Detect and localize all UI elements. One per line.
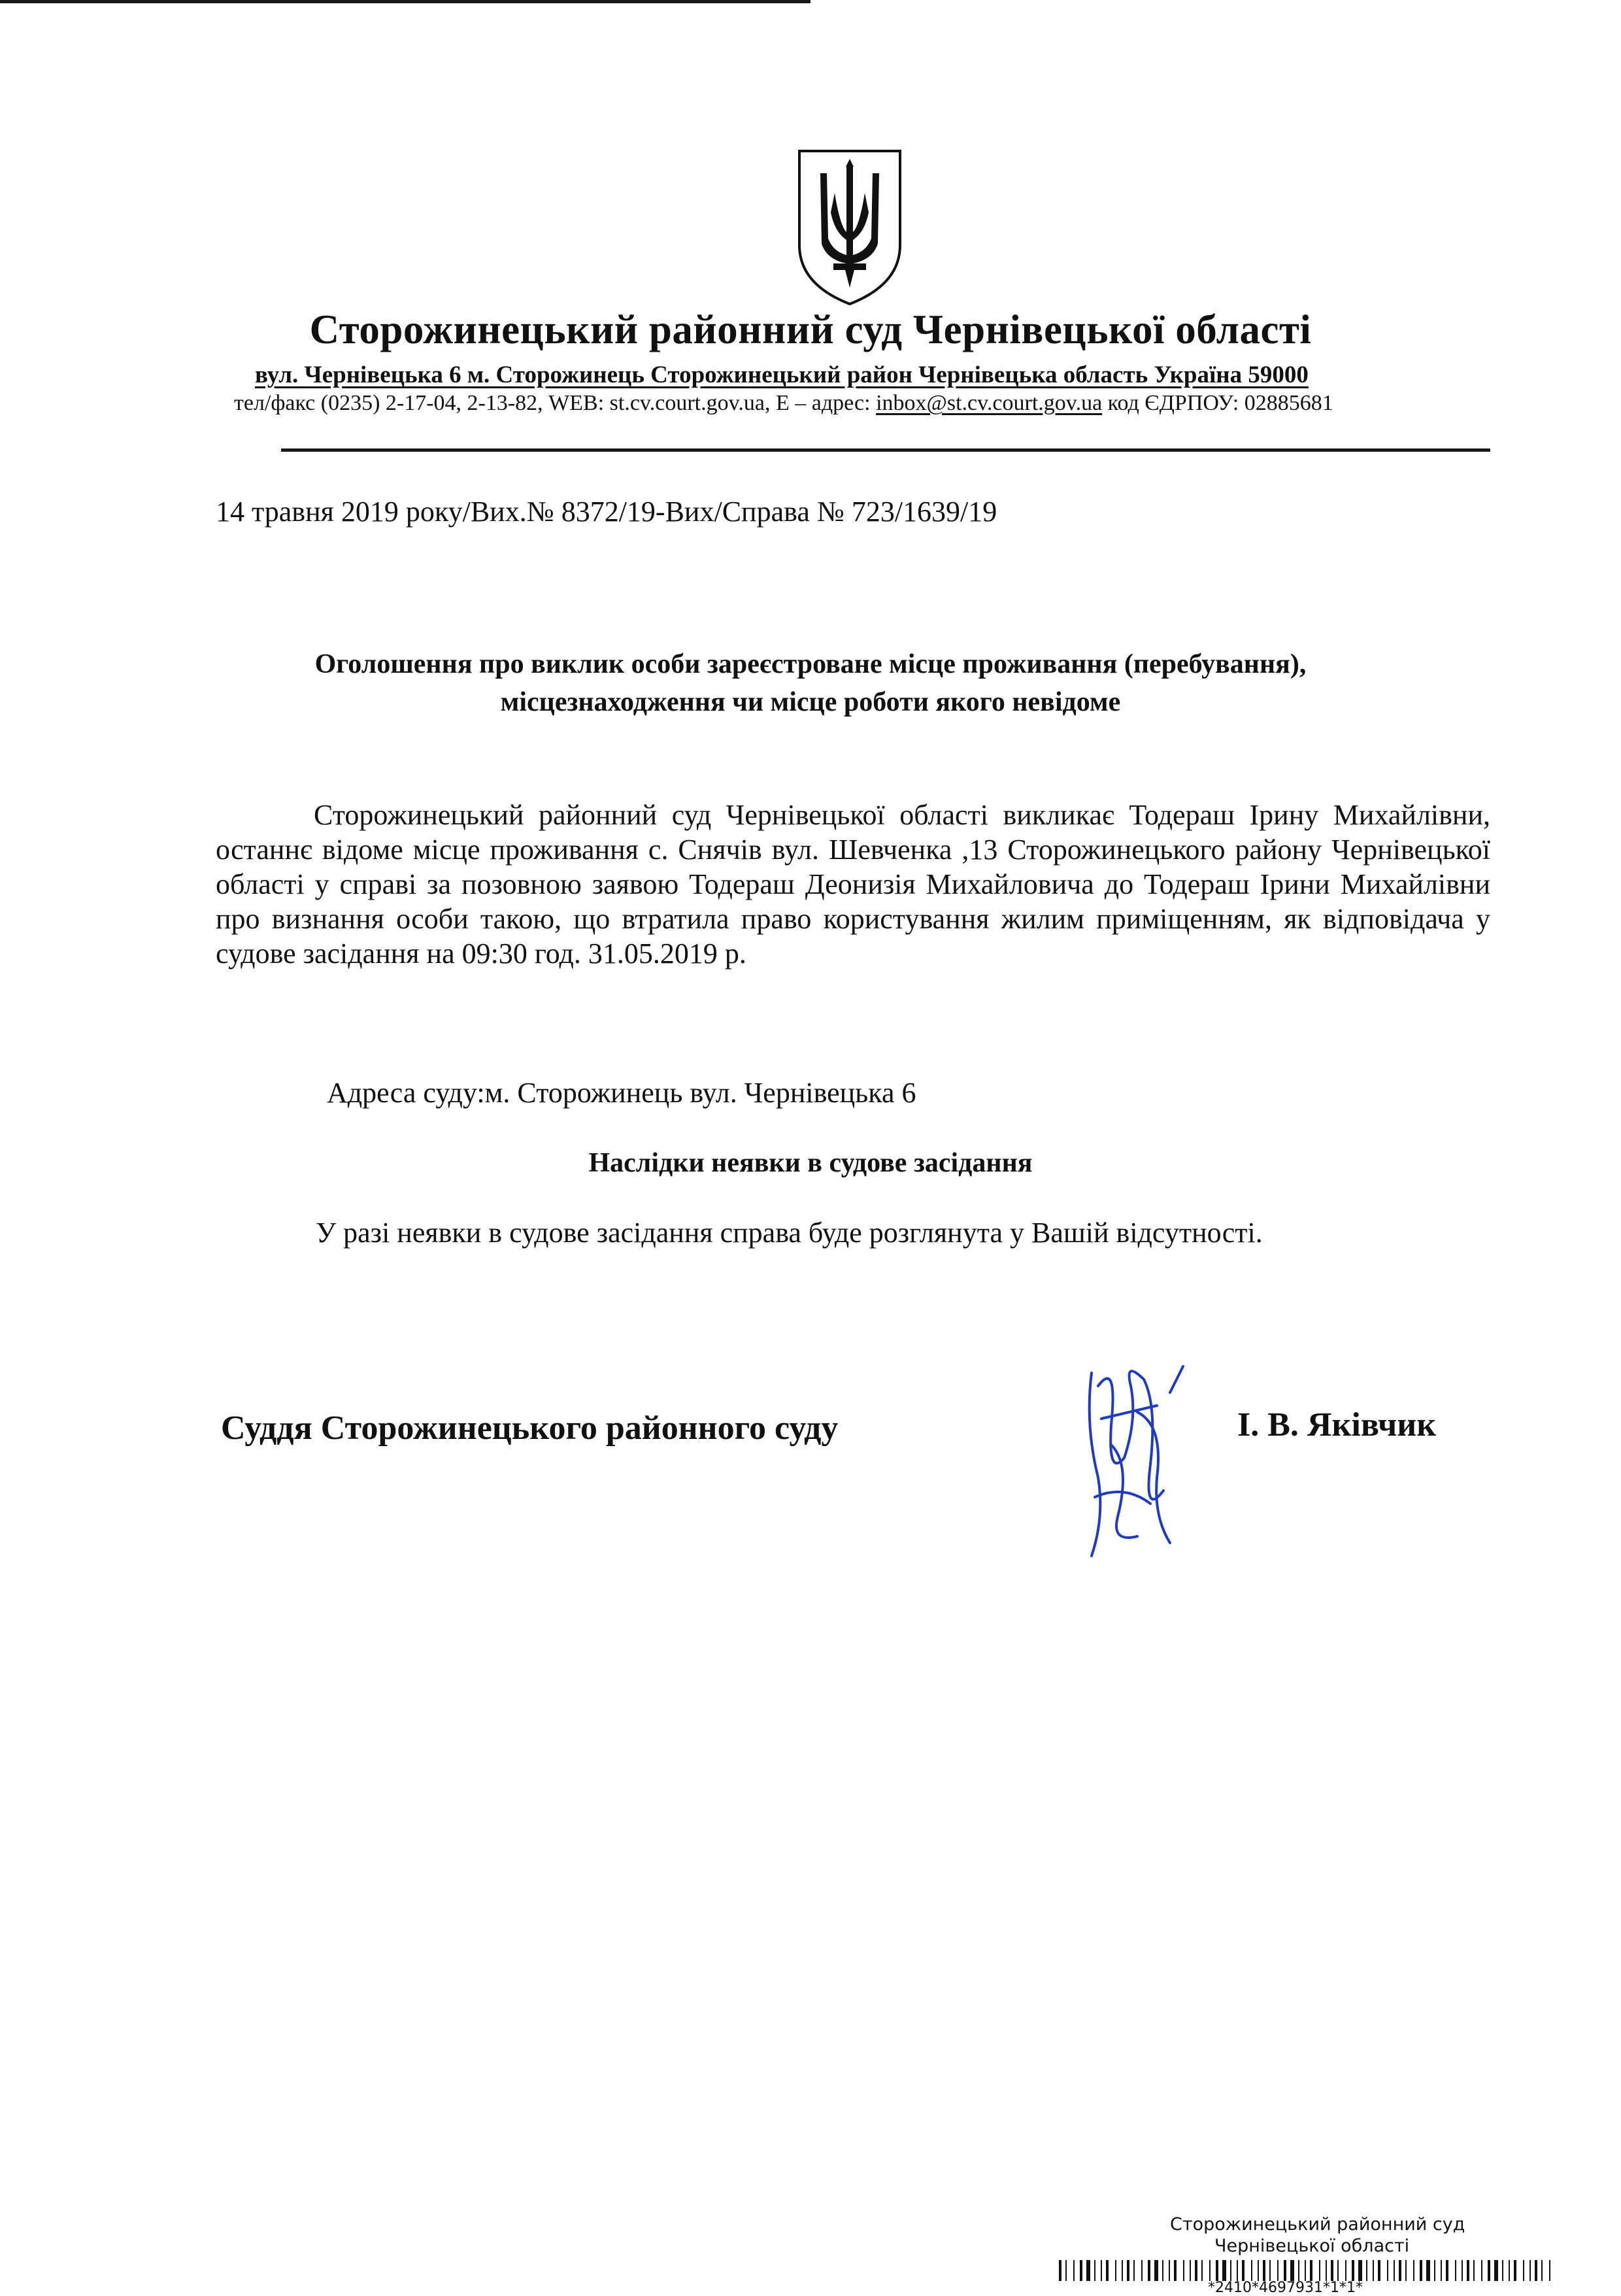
barcode-number: *2410*4697931*1*1* — [1208, 2280, 1363, 2296]
stamp-court-name: Сторожинецький районний суд — [1170, 2214, 1465, 2235]
barcode-icon — [1059, 2260, 1556, 2281]
header-divider — [281, 448, 1490, 452]
announcement-title-line2: місцезнаходження чи місце роботи якого невідоме — [500, 687, 1121, 717]
outgoing-reference: 14 травня 2019 року/Вих.№ 8372/19-Вих/Справа № 723/1639/19 — [216, 496, 997, 528]
court-name: Сторожинецький районний суд Чернівецької області — [309, 307, 1312, 352]
coat-of-arms-icon — [794, 147, 905, 307]
announcement-title-line1: Оголошення про виклик особи зареєстроване місце проживання (перебування), — [314, 649, 1307, 679]
scan-top-edge — [0, 0, 811, 3]
consequences-text: У разі неявки в судове засідання справа буде розглянута у Вашій відсутності. — [316, 1217, 1263, 1249]
court-postal-address: вул. Чернівецька 6 м. Сторожинець Сторожинецький район Чернівецька область Україна 59000 — [255, 362, 1309, 388]
judge-title: Суддя Сторожинецького районного суду — [221, 1410, 839, 1447]
contacts-suffix: код ЄДРПОУ: 02885681 — [1102, 391, 1333, 415]
announcement-body: Сторожинецький районний суд Чернівецької області викликає Тодераш Ірину Михайлівни, останнє відоме місце проживання с. Снячів вул. Шевченка ,13 Сторожинецького району Чернівецької області у справі за позовною заявою Тодераш Деонизія Михайловича до Тодераш Ірини Михайлівни про визнання особи такою, що втратила право користування жилим приміщенням, як відповідача у судове засідання на 09:30 год. 31.05.2019 р. — [216, 799, 1490, 970]
signature-icon — [1072, 1347, 1190, 1562]
stamp-region: Чернівецької області — [1214, 2236, 1410, 2256]
email-link[interactable]: inbox@st.cv.court.gov.ua — [876, 391, 1103, 415]
court-address-line: Адреса суду:м. Сторожинець вул. Чернівецька 6 — [327, 1077, 916, 1109]
judge-name: І. В. Яківчик — [1237, 1406, 1437, 1443]
contacts-prefix: тел/факс (0235) 2-17-04, 2-13-82, WEB: st.cv.court.gov.ua, E – адрес: — [234, 391, 877, 415]
court-contacts — [234, 391, 1333, 416]
consequences-heading: Наслідки неявки в судове засідання — [588, 1148, 1033, 1178]
